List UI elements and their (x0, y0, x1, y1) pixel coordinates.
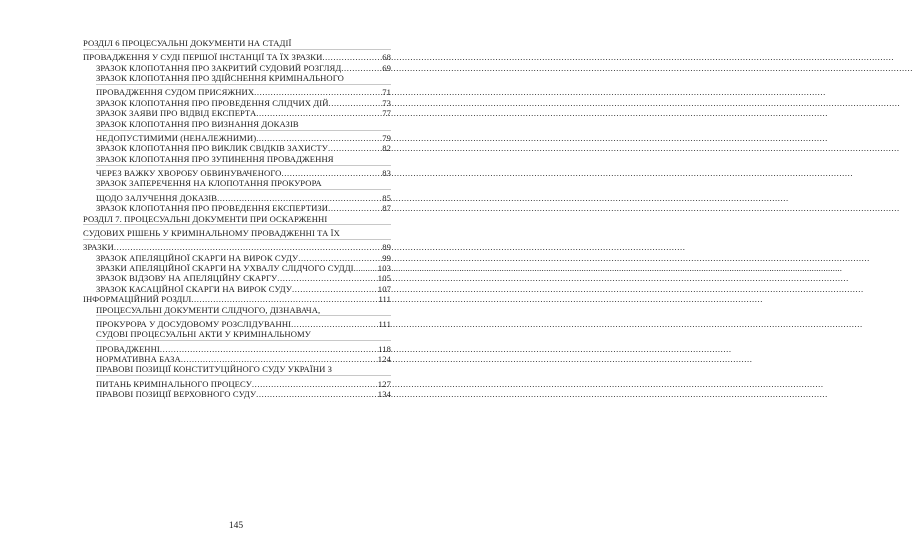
toc-entry-text-line: ЗРАЗОК КЛОПОТАННЯ ПРО ВИЗНАННЯ ДОКАЗІВ (96, 119, 391, 131)
toc-entry (96, 273, 391, 283)
toc-entry-text-line: НОРМАТИВНА БАЗА (96, 353, 181, 364)
dot-leader (256, 389, 377, 399)
toc-page-number: 87 (382, 203, 391, 214)
dot-leader (328, 203, 381, 213)
toc-page-number: 111 (378, 294, 391, 305)
dot-leader (329, 98, 382, 108)
toc-entry-text-line: ЗРАЗКИ АПЕЛЯЦІЙНОЇ СКАРГИ НА УХВАЛУ СЛІДЧОГО СУДДІ (96, 262, 354, 273)
toc-page-number: 103 (377, 262, 391, 273)
toc-entry (96, 143, 391, 153)
dot-leader (298, 253, 381, 263)
dot-leader (292, 284, 377, 294)
toc-page-number: 68 (382, 52, 391, 63)
toc-entry-text-line: ЗРАЗОК КЛОПОТАННЯ ПРО ЗАКРИТИЙ СУДОВИЙ РОЗГЛЯД (96, 62, 342, 73)
toc-page-number: 99 (382, 252, 391, 263)
dot-leader (254, 87, 381, 97)
toc-page-number: 73 (382, 97, 391, 108)
dot-leader (354, 263, 377, 273)
toc-entry (96, 354, 391, 364)
toc-entry-text-line: ЗРАЗОК ЗАПЕРЕЧЕННЯ НА КЛОПОТАННЯ ПРОКУРОРА (96, 178, 391, 190)
toc-entry-text-line: ПРАВОВІ ПОЗИЦІЇ ВЕРХОВНОГО СУДУ (96, 389, 257, 400)
dot-leader (217, 193, 381, 203)
toc-entry (96, 364, 391, 389)
toc-entry (96, 154, 391, 179)
toc-page-number: 85 (382, 192, 391, 203)
toc-entry-text-line: ЧЕРЕЗ ВАЖКУ ХВОРОБУ ОБВИНУВАЧЕНОГО (96, 168, 282, 179)
toc-entry-text-line: ЗРАЗОК КЛОПОТАННЯ ПРО ПРОВЕДЕННЯ ЕКСПЕРТИЗИ (96, 203, 329, 214)
toc-entry (96, 253, 391, 263)
toc-page-number: 127 (377, 378, 391, 389)
toc-entry (96, 284, 391, 294)
page-number: 145 (228, 521, 244, 531)
toc-page-number: 105 (377, 273, 391, 284)
toc-entry-text-line: СУДОВІ ПРОЦЕСУАЛЬНІ АКТИ У КРИМІНАЛЬНОМУ (96, 329, 391, 341)
toc-entry (96, 305, 391, 330)
toc-entry-text-line: НЕДОПУСТИМИМИ (НЕНАЛЕЖНИМИ) (96, 132, 257, 143)
toc-entry-text-line: ПРОВАДЖЕННЯ СУДОМ ПРИСЯЖНИХ (96, 87, 255, 98)
dot-leader (252, 379, 377, 389)
dot-leader (256, 133, 381, 143)
dot-leader (322, 52, 381, 62)
table-of-contents (83, 38, 391, 400)
toc-page-number: 69 (382, 62, 391, 73)
toc-entry-text-line: ПРОВАДЖЕННІ (96, 343, 160, 354)
toc-entry (96, 98, 391, 108)
dot-leader (341, 63, 381, 73)
dot-leader (256, 108, 381, 118)
dot-leader (160, 344, 377, 354)
toc-entry-text-line: ЗРАЗОК КЛОПОТАННЯ ПРО ВИКЛИК СВІДКІВ ЗАХИСТУ (96, 143, 328, 154)
toc-page-number: 82 (382, 143, 391, 154)
dot-leader (191, 294, 377, 304)
toc-entry-text-line: ЗРАЗКИ (83, 242, 114, 253)
toc-entry-text-line: ПРОКУРОРА У ДОСУДОВОМУ РОЗСЛІДУВАННІ (96, 318, 292, 329)
toc-page-number: 83 (382, 168, 391, 179)
toc-entry (96, 329, 391, 354)
toc-entry-text-line: РОЗДІЛ 7. ПРОЦЕСУАЛЬНІ ДОКУМЕНТИ ПРИ ОСКАРЖЕННІ (83, 214, 391, 226)
toc-page-number: 77 (382, 108, 391, 119)
toc-page-number: 89 (382, 242, 391, 253)
dot-leader (181, 354, 377, 364)
toc-entry-text-line: ІНФОРМАЦІЙНИЙ РОЗДІЛ (83, 294, 192, 305)
toc-entry (96, 203, 391, 213)
dot-leader (114, 242, 381, 252)
toc-entry-text-line: ПРОЦЕСУАЛЬНІ ДОКУМЕНТИ СЛІДЧОГО, ДІЗНАВАЧА, (96, 305, 391, 317)
toc-page-number: 134 (377, 389, 391, 400)
toc-section-heading (83, 294, 391, 304)
toc-entry-text-line: ЗРАЗОК АПЕЛЯЦІЙНОЇ СКАРГИ НА ВИРОК СУДУ (96, 252, 299, 263)
toc-page-number: 107 (377, 283, 391, 294)
toc-page-number: 79 (382, 132, 391, 143)
toc-page-number: 71 (382, 87, 391, 98)
toc-entry-text-line: РОЗДІЛ 6 ПРОЦЕСУАЛЬНІ ДОКУМЕНТИ НА СТАДІЇ (83, 38, 391, 50)
dot-leader (328, 143, 381, 153)
toc-section-heading (83, 214, 391, 253)
toc-entry (96, 73, 391, 98)
toc-entry-text-line: ЩОДО ЗАЛУЧЕННЯ ДОКАЗІВ (96, 192, 218, 203)
toc-section-heading (83, 38, 391, 63)
toc-page-number: 124 (377, 353, 391, 364)
toc-entry-text-line: ЗРАЗОК ВІДЗОВУ НА АПЕЛЯЦІЙНУ СКАРГУ (96, 273, 278, 284)
toc-entry-text-line: ЗРАЗОК КАСАЦІЙНОЇ СКАРГИ НА ВИРОК СУДУ (96, 283, 293, 294)
dot-leader (277, 273, 377, 283)
toc-entry (96, 108, 391, 118)
toc-entry-text-line: ЗРАЗОК ЗАЯВИ ПРО ВІДВІД ЕКСПЕРТА (96, 108, 257, 119)
toc-entry-text-line: ЗРАЗОК КЛОПОТАННЯ ПРО ПРОВЕДЕННЯ СЛІДЧИХ ДІЙ (96, 97, 329, 108)
toc-entry (96, 263, 391, 273)
toc-entry (96, 389, 391, 399)
toc-entry-text-line: СУДОВИХ РІШЕНЬ У КРИМІНАЛЬНОМУ ПРОВАДЖЕННІ ТА ЇХ (83, 228, 391, 240)
dot-leader (281, 168, 381, 178)
toc-entry-text-line: ЗРАЗОК КЛОПОТАННЯ ПРО ЗУПИНЕННЯ ПРОВАДЖЕННЯ (96, 154, 391, 166)
dot-leader (291, 319, 377, 329)
toc-page-number: 118 (378, 343, 391, 354)
toc-entry-text-line: ПРАВОВІ ПОЗИЦІЇ КОНСТИТУЦІЙНОГО СУДУ УКРАЇНИ З (96, 364, 391, 376)
toc-entry (96, 178, 391, 203)
toc-entry (96, 119, 391, 144)
toc-entry (96, 63, 391, 73)
toc-entry-text-line: ЗРАЗОК КЛОПОТАННЯ ПРО ЗДІЙСНЕННЯ КРИМІНАЛЬНОГО (96, 73, 391, 85)
toc-page-number: 111 (378, 318, 391, 329)
toc-entry-text-line: ПРОВАДЖЕННЯ У СУДІ ПЕРШОЇ ІНСТАНЦІЇ ТА ЇХ ЗРАЗКИ (83, 52, 323, 63)
toc-entry-text-line: ПИТАНЬ КРИМІНАЛЬНОГО ПРОЦЕСУ (96, 378, 252, 389)
